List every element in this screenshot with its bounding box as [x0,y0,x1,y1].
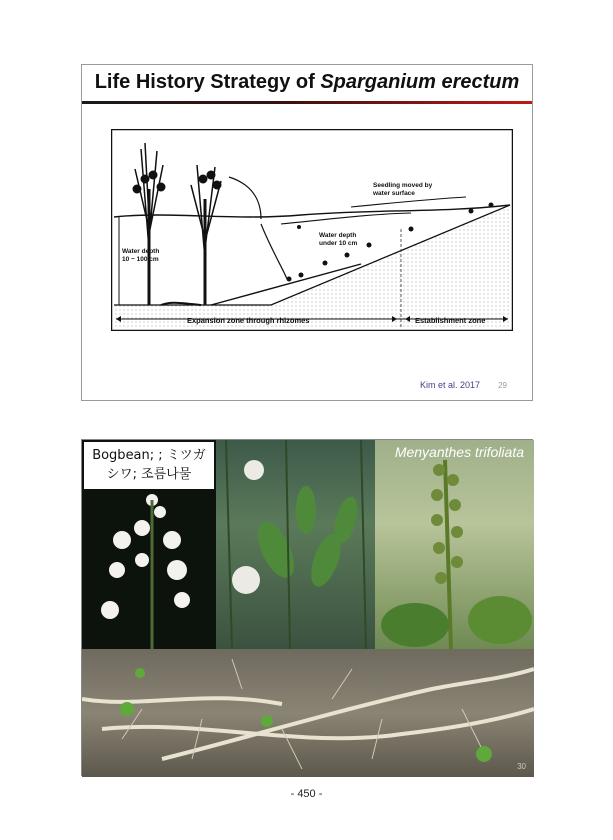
seedling-note-l2: water surface [373,190,415,197]
depth-deep-l1: Water depth [122,248,160,255]
depth-shallow-l2: under 10 cm [319,240,358,247]
title-text: Life History Strategy of [94,71,321,93]
zone-establishment-label: Establishment zone [415,316,486,325]
slide-number: 29 [498,381,507,390]
common-name-label [84,442,214,489]
depth-shallow-l1: Water depth [319,232,357,239]
photo-rhizomes [82,649,534,777]
life-history-diagram [111,129,513,331]
depth-deep-l2: 10 ~ 100 cm [122,256,159,263]
photo-seed-stalk [375,440,534,649]
citation: Kim et al. 2017 [419,380,480,390]
seedling-note-l1: Seedling moved by [373,182,433,189]
slide-bogbean [81,439,533,776]
slide-number: 30 [517,762,526,771]
slide-life-history [81,64,533,401]
species-name: Menyanthes trifoliata [394,444,524,460]
slide-title [82,71,532,94]
zone-expansion-label: Expansion zone through rhizomes [187,316,310,325]
common-name-line1: Bogbean; ; ミツガ [92,448,206,463]
common-name-line2: シワ; 조름나물 [106,467,192,482]
page-number: - 450 - [290,788,323,800]
title-species: Sparganium erectum [320,71,520,93]
title-underline [82,101,532,104]
photo-wetland-plants [216,440,375,649]
